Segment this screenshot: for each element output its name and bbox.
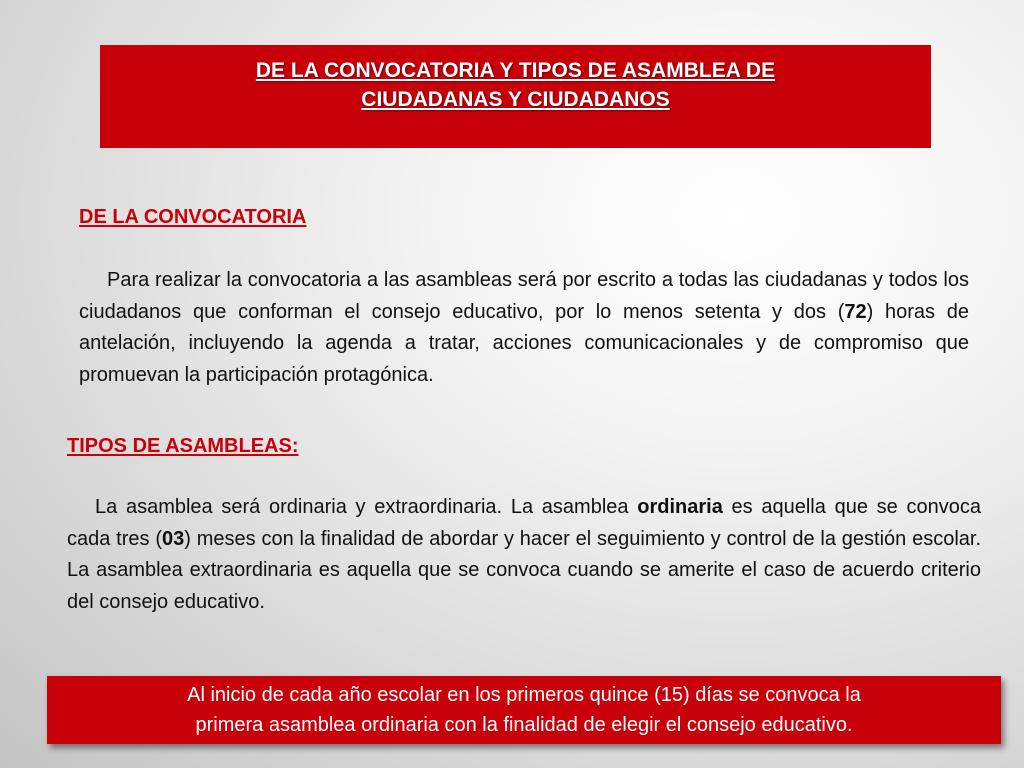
- tipos-text-1: La asamblea será ordinaria y extraordinaria. La asamblea: [95, 496, 638, 518]
- convocatoria-text-2: ) horas de antelación, incluyendo la agenda a tratar, acciones comunicacionales y de compromiso que promuevan la participación protagónica.: [79, 300, 969, 386]
- convocatoria-text-1: Para realizar la convocatoria a las asambleas será por escrito a todas las ciudadanas y todos los ciudadanos que conforman el consejo educativo, por lo menos setenta y dos (: [79, 269, 969, 323]
- tipos-paragraph: [67, 492, 981, 618]
- tipos-text-2: es aquella que se convoca cada tres (: [67, 496, 981, 550]
- slide-title-line-2: CIUDADANAS Y CIUDADANOS: [361, 88, 670, 111]
- ordinaria-term: ordinaria: [637, 496, 723, 518]
- convocatoria-paragraph: [79, 265, 969, 391]
- tipos-text-3: ) meses con la finalidad de abordar y hacer el seguimiento y control de la gestión escolar. La asamblea extraordinaria es aquella que se convoca cuando se amerite el caso de acuerdo criterio del consejo educativo.: [67, 527, 981, 613]
- section-heading-convocatoria: DE LA CONVOCATORIA: [79, 206, 307, 228]
- footer-line-1: Al inicio de cada año escolar en los primeros quince (15) días se convoca la: [187, 684, 861, 706]
- footer-banner: [47, 676, 1001, 744]
- hours-value: 72: [844, 300, 867, 323]
- slide-title: [166, 56, 866, 114]
- section-heading-tipos: TIPOS DE ASAMBLEAS:: [67, 435, 299, 457]
- footer-note: [74, 680, 974, 740]
- slide-title-line-1: DE LA CONVOCATORIA Y TIPOS DE ASAMBLEA DE: [255, 59, 776, 82]
- title-banner: [100, 45, 931, 148]
- footer-line-2: primera asamblea ordinaria con la finalidad de elegir el consejo educativo.: [195, 714, 853, 736]
- months-value: 03: [162, 527, 185, 550]
